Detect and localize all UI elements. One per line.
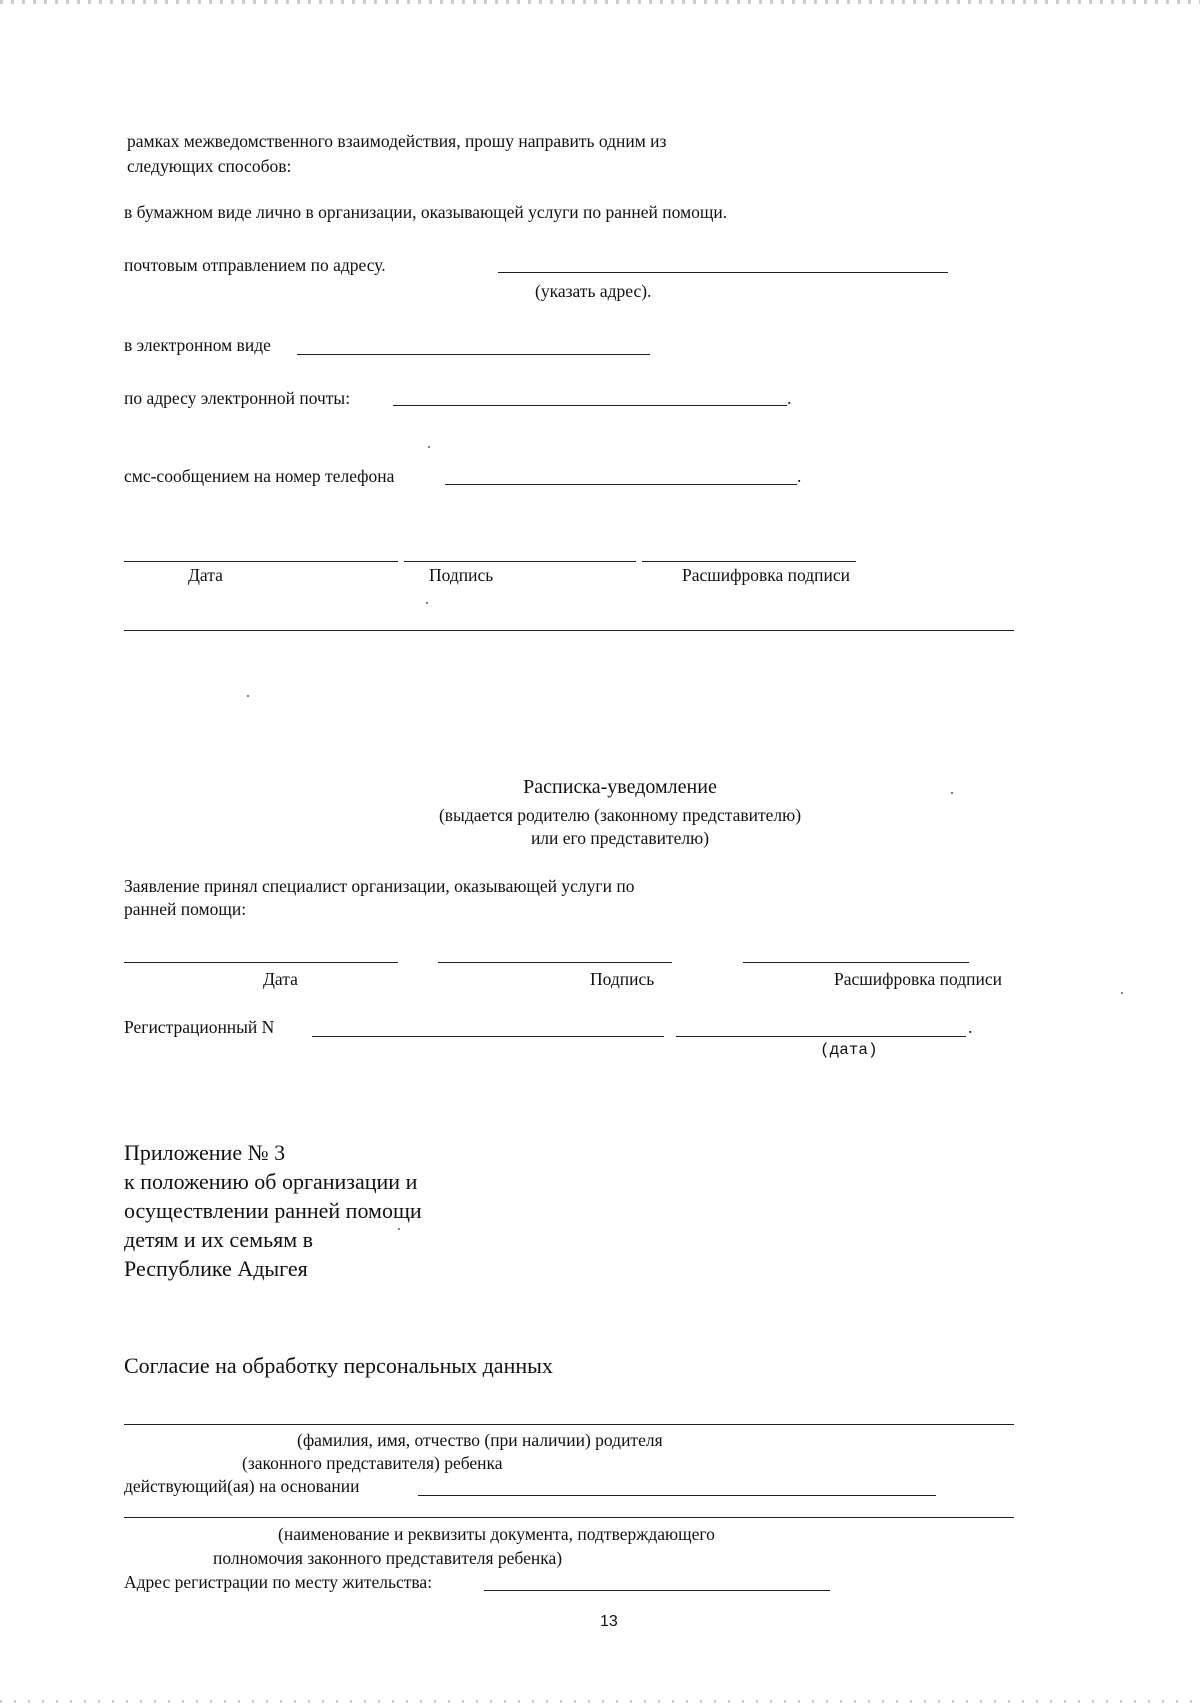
scan-edge-bottom xyxy=(0,1700,1200,1703)
receipt-accepted-2: ранней помощи: xyxy=(124,899,247,919)
separator-line xyxy=(124,630,1014,631)
email-line[interactable] xyxy=(393,405,787,406)
email-end-dot: . xyxy=(787,388,792,408)
scan-speck xyxy=(428,446,430,448)
reg-number-label: Регистрационный N xyxy=(124,1017,275,1037)
appendix-line-5: Республике Адыгея xyxy=(124,1256,308,1281)
receipt-signature-caption: Подпись xyxy=(590,969,655,989)
appendix-line-1: Приложение № 3 xyxy=(124,1140,286,1165)
fio-hint-1: (фамилия, имя, отчество (при наличии) родителя xyxy=(297,1430,663,1450)
intro-line-2: следующих способов: xyxy=(127,156,292,176)
sms-end-dot: . xyxy=(797,466,802,486)
intro-line-1: рамках межведомственного взаимодействия, прошу направить одним из xyxy=(127,131,667,151)
consent-title: Согласие на обработку персональных данных xyxy=(124,1353,553,1378)
method-sms-label: смс-сообщением на номер телефона xyxy=(124,466,395,486)
phone-line[interactable] xyxy=(445,484,797,485)
method-electronic-label: в электронном виде xyxy=(124,335,271,355)
doc-hint-1: (наименование и реквизиты документа, подтверждающего xyxy=(278,1524,715,1544)
reg-number-line[interactable] xyxy=(312,1036,664,1037)
scan-speck xyxy=(247,695,249,697)
receipt-decoding-caption: Расшифровка подписи xyxy=(834,969,1002,989)
sig1-signature-line[interactable] xyxy=(404,561,636,562)
receipt-date-line[interactable] xyxy=(124,962,398,963)
doc-hint-2: полномочия законного представителя ребенка) xyxy=(213,1548,563,1568)
address-label: Адрес регистрации по месту жительства: xyxy=(124,1572,433,1592)
receipt-signature-line[interactable] xyxy=(438,962,672,963)
sig1-date-line[interactable] xyxy=(124,561,398,562)
acting-basis-line[interactable] xyxy=(418,1495,936,1496)
receipt-subtitle-2: или его представителю) xyxy=(530,828,710,848)
sig1-signature-caption: Подпись xyxy=(429,565,494,585)
sig1-decoding-line[interactable] xyxy=(642,561,856,562)
reg-date-line[interactable] xyxy=(676,1036,966,1037)
method-email-label: по адресу электронной почты: xyxy=(124,388,351,408)
acting-label: действующий(ая) на основании xyxy=(124,1476,360,1496)
post-address-line[interactable] xyxy=(498,272,948,273)
receipt-date-caption: Дата xyxy=(263,969,298,989)
scan-speck xyxy=(1121,992,1123,994)
receipt-subtitle-1: (выдается родителю (законному представителю) xyxy=(438,805,802,825)
scan-speck xyxy=(951,792,953,794)
address-line[interactable] xyxy=(484,1590,830,1591)
scan-speck xyxy=(398,1228,400,1230)
receipt-title: Расписка-уведомление xyxy=(523,776,717,798)
fio-line[interactable] xyxy=(124,1424,1014,1425)
electronic-line[interactable] xyxy=(297,354,650,355)
sig1-decoding-caption: Расшифровка подписи xyxy=(682,565,850,585)
scan-edge-top xyxy=(0,0,1200,4)
post-address-hint: (указать адрес). xyxy=(535,281,652,301)
appendix-line-4: детям и их семьям в xyxy=(124,1227,314,1252)
sig1-date-caption: Дата xyxy=(188,565,223,585)
document-line[interactable] xyxy=(124,1517,1014,1518)
reg-date-hint: (дата) xyxy=(820,1041,878,1059)
method-paper: в бумажном виде лично в организации, оказывающей услуги по ранней помощи. xyxy=(124,202,728,222)
reg-end-dot: . xyxy=(968,1017,973,1037)
method-post-label: почтовым отправлением по адресу. xyxy=(124,255,386,275)
fio-hint-2: (законного представителя) ребенка xyxy=(242,1453,503,1473)
scan-speck xyxy=(426,602,428,604)
receipt-decoding-line[interactable] xyxy=(743,962,969,963)
appendix-line-2: к положению об организации и xyxy=(124,1169,418,1194)
receipt-accepted-1: Заявление принял специалист организации, оказывающей услуги по xyxy=(124,876,635,896)
page-number: 13 xyxy=(600,1613,618,1630)
appendix-line-3: осуществлении ранней помощи xyxy=(124,1198,422,1223)
